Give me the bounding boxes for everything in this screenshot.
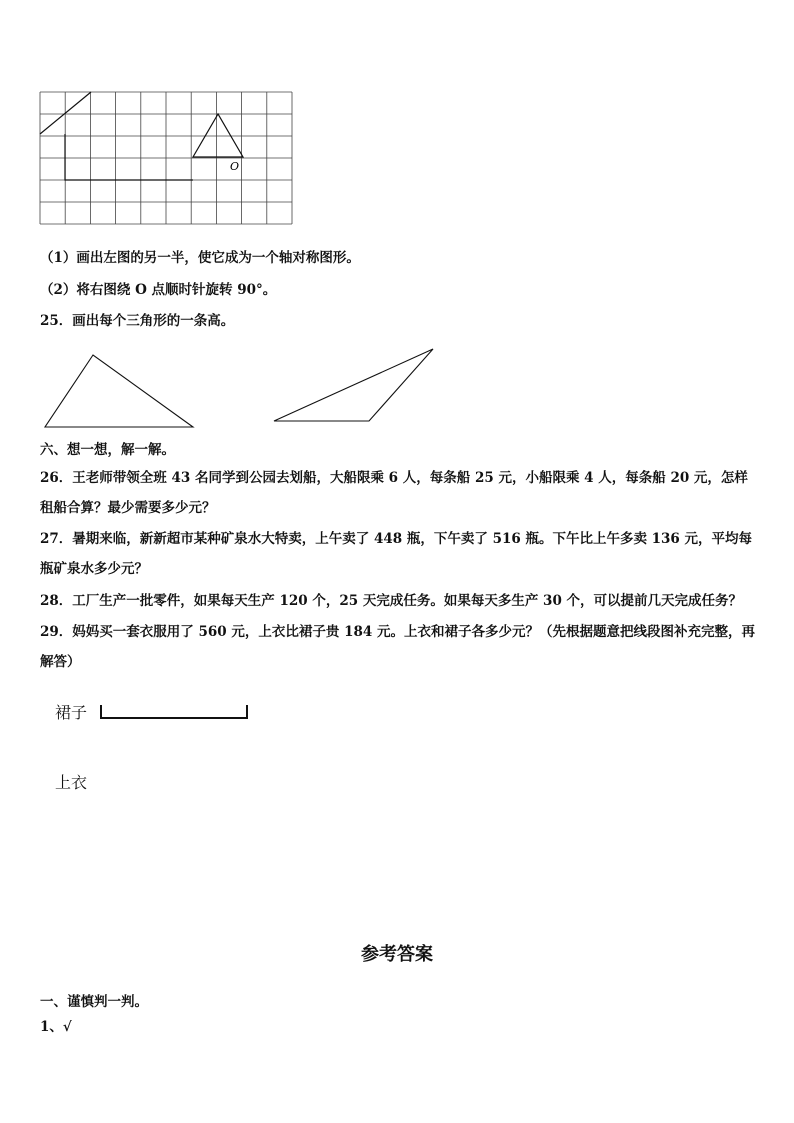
skirt-segment <box>100 702 260 722</box>
answers-item1: 1、√ <box>40 1019 72 1035</box>
answers-title: 参考答案 <box>361 944 433 965</box>
grid-figure <box>40 92 300 232</box>
point-o-label: O <box>230 160 240 173</box>
triangle-2 <box>274 349 433 421</box>
half-figure-left-base <box>65 134 193 180</box>
q27-text: 27．暑期来临，新新超市某种矿泉水大特卖，上午卖了 448 瓶，下午卖了 516 瓶。下午比上午多卖 136 元，平均每瓶矿泉水多少元？ <box>40 531 753 577</box>
q25-triangles <box>40 345 460 435</box>
grid-lines <box>40 92 292 224</box>
label-skirt: 裙子 <box>55 703 88 722</box>
answers-section1: 一、谨慎判一判。 <box>40 994 148 1010</box>
q25-text: 25．画出每个三角形的一条高。 <box>40 313 235 329</box>
section6-title: 六、想一想，解一解。 <box>40 442 175 458</box>
q29-text: 29．妈妈买一套衣服用了 560 元，上衣比裙子贵 184 元。上衣和裙子各多少元？（先根据题意把线段图补充完整，再解答） <box>40 624 755 670</box>
label-top: 上衣 <box>55 773 88 792</box>
q24-part2: （2）将右图绕 O 点顺时针旋转 90°。 <box>40 282 277 298</box>
triangle-right <box>193 114 243 157</box>
q26-text: 26．王老师带领全班 43 名同学到公园去划船，大船限乘 6 人，每条船 25 元，小船限乘 4 人，每条船 20 元，怎样租船合算？最少需要多少元？ <box>40 470 748 516</box>
q28-text: 28．工厂生产一批零件，如果每天生产 120 个，25 天完成任务。如果每天多生产 30 个，可以提前几天完成任务？ <box>40 593 743 609</box>
q24-part1: （1）画出左图的另一半，使它成为一个轴对称图形。 <box>40 250 360 266</box>
triangle-1 <box>45 355 193 427</box>
